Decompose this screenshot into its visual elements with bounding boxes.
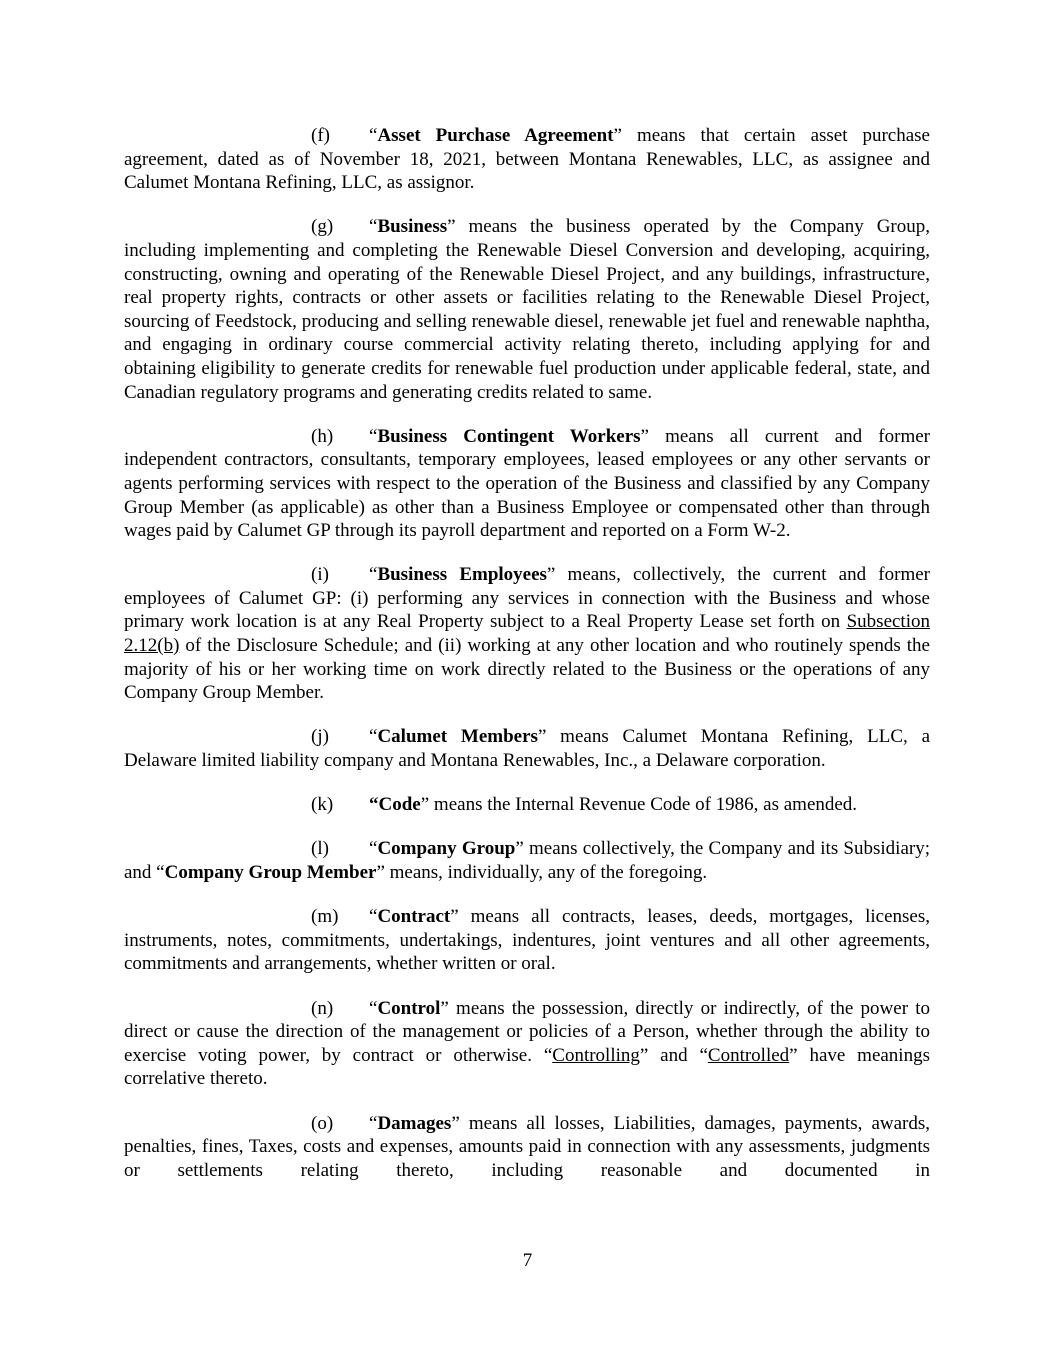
close-quote: ” [613, 125, 622, 146]
close-quote: ” [640, 425, 649, 447]
defined-term: Damages [377, 1112, 452, 1134]
definitions-list [124, 124, 930, 1203]
defined-term: Calumet Members [377, 726, 538, 748]
open-quote: “ [369, 997, 378, 1019]
close-quote: ” [450, 906, 459, 928]
definition-text: ” and “ [639, 1044, 708, 1066]
open-quote: “ [369, 794, 379, 816]
close-quote: ” [546, 564, 556, 586]
definition-text: ” means, individually, any of the foregoing. [376, 862, 708, 883]
page-number: 7 [522, 1250, 533, 1271]
defined-term-secondary: Company Group Member [164, 862, 377, 883]
definition-text: means all contracts, leases, deeds, mortgages, licenses, instruments, notes, commitments, undertakings, indentures, joint ventures and all other agreements, commitments and arrangements, whether written or oral. [124, 906, 930, 975]
definition-l [124, 837, 930, 884]
open-quote: “ [369, 838, 378, 860]
definition-f [124, 124, 930, 195]
definition-label: (k) [311, 794, 334, 816]
close-quote: ” [447, 216, 456, 238]
definition-text: of the Disclosure Schedule; and (ii) working at any other location and who routinely spends the majority of his or her working time on work directly related to the Business or the operations of any Company Group Member. [124, 635, 930, 704]
close-quote: ” [440, 997, 449, 1019]
defined-term: Contract [377, 906, 451, 928]
definition-label: (f) [311, 125, 330, 146]
definition-g [124, 215, 930, 404]
definition-text: ” have meanings correlative thereto. [124, 1044, 930, 1090]
definition-text: means, collectively, the current and former employees of Calumet GP: (i) performing any services in connection with the Business and whose primary work location is at any Real Property subject to a Real Property Lease set forth on [124, 564, 930, 633]
open-quote: “ [369, 1112, 378, 1134]
definition-text: means collectively, the Company and its Subsidiary; and “ [124, 838, 930, 883]
definition-label: (m) [311, 906, 339, 928]
open-quote: “ [369, 726, 378, 748]
definition-m [124, 905, 930, 976]
definition-text: means that certain asset purchase agreement, dated as of November 18, 2021, between Montana Renewables, LLC, as assignee and Calumet Montana Refining, LLC, as assignor. [124, 125, 930, 194]
definition-text: means all losses, Liabilities, damages, payments, awards, penalties, fines, Taxes, costs and expenses, amounts paid in connection with any assessments, judgments or settlements relating thereto, including reasonable and documented in [124, 1112, 930, 1181]
defined-term: Code [378, 794, 421, 816]
underlined-term-controlled: Controlled [707, 1044, 790, 1066]
defined-term: Company Group [377, 838, 516, 860]
definition-label: (n) [311, 997, 334, 1019]
underlined-term-controlling: Controlling [552, 1044, 640, 1066]
definition-k [124, 793, 930, 817]
open-quote: “ [369, 564, 378, 586]
defined-term: Business Employees [377, 564, 547, 586]
close-quote: ” [420, 794, 430, 816]
definition-label: (i) [311, 564, 329, 586]
definition-o [124, 1112, 930, 1183]
definition-n [124, 997, 930, 1091]
definition-text: means the Internal Revenue Code of 1986, as amended. [429, 794, 858, 816]
definition-label: (g) [311, 216, 334, 238]
close-quote: ” [451, 1112, 460, 1134]
definition-label: (h) [311, 425, 334, 447]
definition-label: (o) [311, 1112, 334, 1134]
definition-text: means the possession, directly or indirectly, of the power to direct or cause the direction of the management or policies of a Person, whether through the ability to exercise voting power, by contract or otherwise. “ [124, 997, 930, 1066]
definition-text: means the business operated by the Company Group, including implementing and completing the Renewable Diesel Conversion and developing, acquiring, constructing, owning and operating of the Renewable Diesel Project, and any buildings, infrastructure, real property rights, contracts or other assets or facilities relating to the Renewable Diesel Project, sourcing of Feedstock, producing and selling renewable diesel, renewable jet fuel and renewable naphtha, and engaging in ordinary course commercial activity relating thereto, including applying for and obtaining eligibility to generate credits for renewable fuel production under applicable federal, state, and Canadian regulatory programs and generating credits related to same. [124, 216, 930, 403]
defined-term: Business Contingent Workers [377, 425, 641, 447]
open-quote: “ [369, 425, 378, 447]
definition-i [124, 563, 930, 705]
definition-label: (l) [311, 838, 329, 860]
definition-j [124, 725, 930, 772]
defined-term: Control [377, 997, 441, 1019]
definition-h [124, 425, 930, 543]
open-quote: “ [369, 216, 378, 238]
subsection-reference: Subsection 2.12(b) [124, 611, 930, 657]
close-quote: ” [515, 838, 524, 860]
definition-text: means Calumet Montana Refining, LLC, a Delaware limited liability company and Montana Renewables, Inc., a Delaware corporation. [124, 726, 930, 772]
defined-term: Asset Purchase Agreement [377, 125, 614, 146]
definition-text: means all current and former independent contractors, consultants, temporary employees, leased employees or any other servants or agents performing services with respect to the operation of the Business and classified by any Company Group Member (as applicable) as other than a Business Employee or compensated other than through wages paid by Calumet GP through its payroll department and reported on a Form W-2. [124, 425, 930, 542]
definition-label: (j) [311, 726, 329, 748]
defined-term: Business [377, 216, 448, 238]
open-quote: “ [369, 125, 378, 146]
open-quote: “ [369, 906, 378, 928]
close-quote: ” [537, 726, 547, 748]
